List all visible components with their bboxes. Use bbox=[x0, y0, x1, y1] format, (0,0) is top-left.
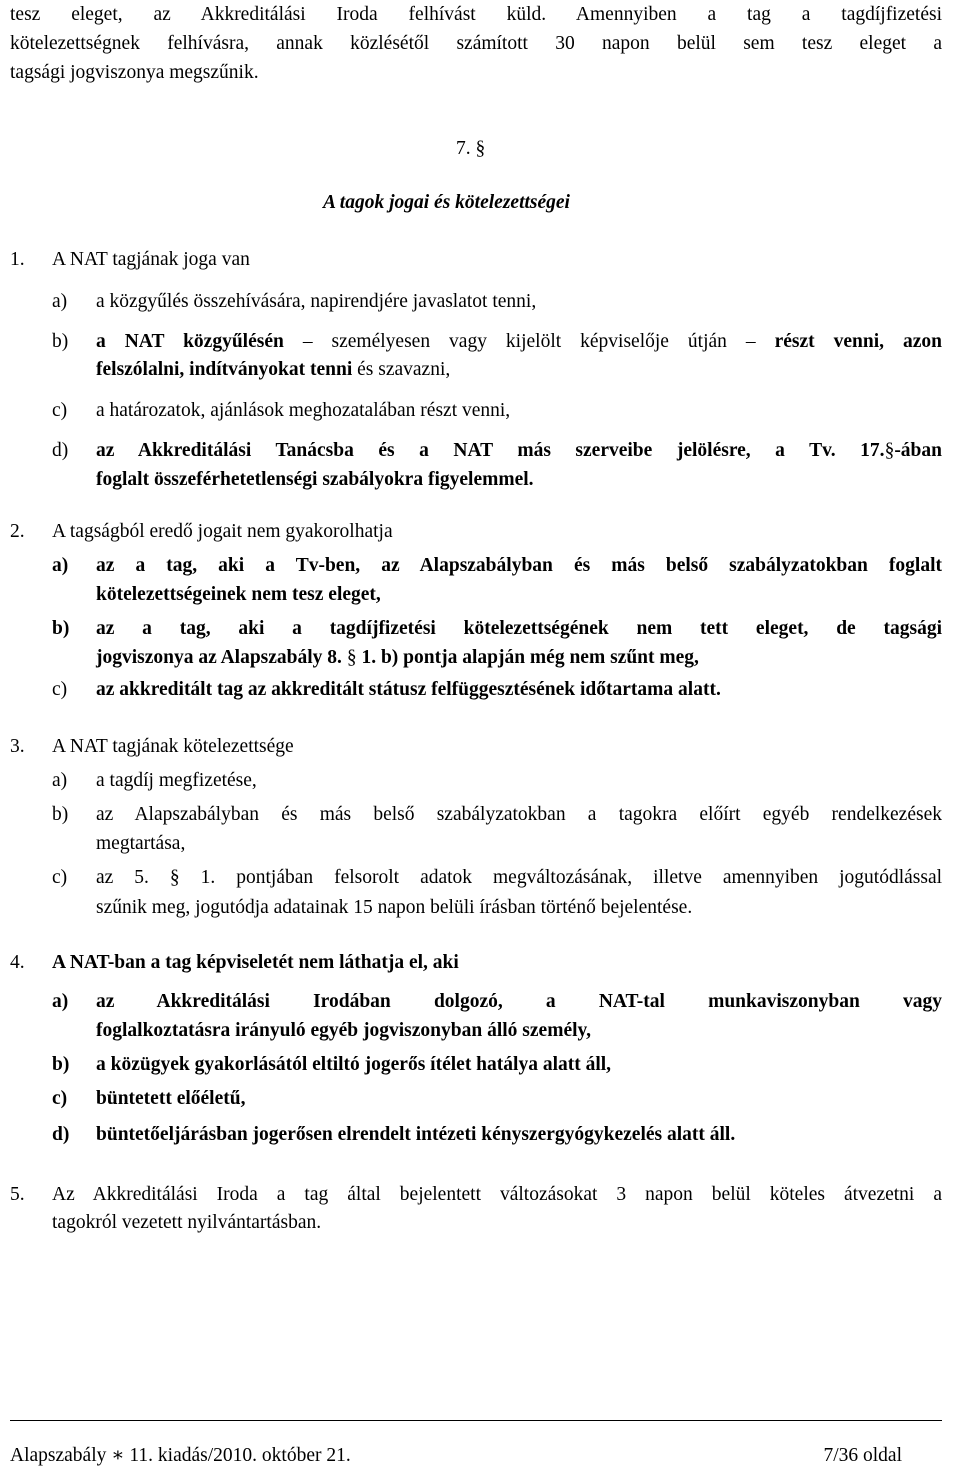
p2-b-section-symbol: § bbox=[346, 647, 357, 668]
p3-heading: A NAT tagjának kötelezettsége bbox=[52, 736, 294, 757]
p4-heading: A NAT-ban a tag képviseletét nem láthatja el, aki bbox=[52, 952, 459, 973]
p3-c-section-symbol: § bbox=[169, 867, 180, 888]
p4-d-text: büntetőeljárásban jogerősen elrendelt intézeti kényszergyógykezelés alatt áll. bbox=[96, 1124, 736, 1145]
p4-a-line-2: foglalkoztatásra irányuló egyéb jogviszonyban álló személy, bbox=[96, 1020, 592, 1041]
p2-b-line-1: az a tag, aki a tagdíjfizetési kötelezettségének nem tett eleget, de tagsági bbox=[96, 618, 942, 639]
p1-c-text: a határozatok, ajánlások meghozatalában részt venni, bbox=[96, 400, 511, 421]
p2-b-label: b) bbox=[52, 618, 70, 639]
p1-b-line-1 bbox=[96, 327, 942, 357]
p4-b-label: b) bbox=[52, 1054, 70, 1075]
p1-d-line-1 bbox=[96, 436, 942, 466]
p2-a-line-2: kötelezettségeinek nem tesz eleget, bbox=[96, 584, 381, 605]
footer-star-icon: ∗ bbox=[111, 1445, 125, 1466]
p2-c-text: az akkreditált tag az akkreditált státusz felfüggesztésének időtartama alatt. bbox=[96, 679, 721, 700]
p4-a-label: a) bbox=[52, 991, 69, 1012]
p4-d-label: d) bbox=[52, 1124, 70, 1145]
p3-b-line-1: az Alapszabályban és más belső szabályzatokban a tagokra előírt egyéb rendelkezések bbox=[96, 804, 942, 825]
p2-b-pre: jogviszonya az Alapszabály 8. bbox=[96, 647, 342, 668]
footer-edition: 11. kiadás/2010. október 21. bbox=[129, 1445, 351, 1466]
p1-d-label: d) bbox=[52, 440, 69, 461]
p3-c-post: 1. pontjában felsorolt adatok megváltozásának, illetve amennyiben jogutódlással bbox=[200, 867, 943, 888]
p1-b-line-2 bbox=[96, 355, 450, 385]
p3-c-line-2: szűnik meg, jogutódja adatainak 15 napon belüli írásban történő bejelentése. bbox=[96, 897, 693, 918]
p4-b-text: a közügyek gyakorlásától eltiltó jogerős ítélet hatálya alatt áll, bbox=[96, 1054, 612, 1075]
section-number-value: 7. bbox=[456, 138, 471, 159]
section-symbol: § bbox=[475, 138, 486, 159]
p3-a-text: a tagdíj megfizetése, bbox=[96, 770, 257, 791]
p2-a-label: a) bbox=[52, 555, 69, 576]
p2-a-line-1: az a tag, aki a Tv-ben, az Alapszabályban és más belső szabályzatokban foglalt bbox=[96, 555, 942, 576]
footer-page-number: 7/36 oldal bbox=[823, 1445, 902, 1466]
p4-number: 4. bbox=[10, 952, 25, 973]
p1-number: 1. bbox=[10, 249, 25, 270]
p1-a-text: a közgyűlés összehívására, napirendjére javaslatot tenni, bbox=[96, 291, 537, 312]
p3-number: 3. bbox=[10, 736, 25, 757]
p1-b-bold-1: a NAT közgyűlésén bbox=[96, 331, 284, 352]
p5-line-1: Az Akkreditálási Iroda a tag által bejelentett változásokat 3 napon belül köteles átvezetni a bbox=[52, 1184, 942, 1205]
p2-c-label: c) bbox=[52, 679, 68, 700]
p2-b-post: 1. b) pontja alapján még nem szűnt meg, bbox=[361, 647, 699, 668]
section-title: A tagok jogai és kötelezettségei bbox=[323, 192, 570, 213]
p1-d-main: az Akkreditálási Tanácsba és a NAT más szerveibe jelölésre, a Tv. 17. bbox=[96, 440, 885, 461]
intro-line-2: kötelezettségnek felhívásra, annak közlésétől számított 30 napon belül sem tesz eleget a bbox=[10, 33, 942, 54]
intro-line-3: tagsági jogviszonya megszűnik. bbox=[10, 62, 259, 83]
p3-c-pre: az 5. bbox=[96, 867, 149, 888]
p1-d-line-2: foglalt összeférhetetlenségi szabályokra figyelemmel. bbox=[96, 469, 534, 490]
p4-c-label: c) bbox=[52, 1088, 68, 1109]
p1-b-bold-2: részt venni, azon bbox=[774, 331, 943, 352]
p1-heading: A NAT tagjának joga van bbox=[52, 249, 250, 270]
p1-b-label: b) bbox=[52, 331, 69, 352]
p3-b-line-2: megtartása, bbox=[96, 833, 186, 854]
p1-b-bold-3: felszólalni, indítványokat tenni bbox=[96, 359, 353, 380]
section-number bbox=[456, 134, 485, 164]
footer-divider bbox=[10, 1420, 942, 1421]
p2-b-line-2 bbox=[96, 643, 699, 673]
footer-doc-name: Alapszabály bbox=[10, 1445, 107, 1466]
p2-heading: A tagságból eredő jogait nem gyakorolhatja bbox=[52, 521, 393, 542]
p5-line-2: tagokról vezetett nyilvántartásban. bbox=[52, 1212, 322, 1233]
p3-a-label: a) bbox=[52, 770, 68, 791]
intro-line-1: tesz eleget, az Akkreditálási Iroda felhívást küld. Amennyiben a tag a tagdíjfizetési bbox=[10, 4, 942, 25]
p3-c-line-1 bbox=[96, 863, 942, 893]
p1-a-label: a) bbox=[52, 291, 68, 312]
footer-left bbox=[10, 1441, 351, 1471]
p1-d-section-symbol: § bbox=[884, 440, 895, 461]
p4-a-line-1: az Akkreditálási Irodában dolgozó, a NAT-tal munkaviszonyban vagy bbox=[96, 991, 942, 1012]
p1-b-plain: – személyesen vagy kijelölt képviselője útján – bbox=[302, 331, 756, 352]
p1-b-plain-2: és szavazni, bbox=[357, 359, 451, 380]
p2-number: 2. bbox=[10, 521, 25, 542]
p1-d-tail: -ában bbox=[894, 440, 942, 461]
p4-c-text: büntetett előéletű, bbox=[96, 1088, 246, 1109]
p5-number: 5. bbox=[10, 1184, 25, 1205]
p3-c-label: c) bbox=[52, 867, 68, 888]
p3-b-label: b) bbox=[52, 804, 69, 825]
p1-c-label: c) bbox=[52, 400, 68, 421]
